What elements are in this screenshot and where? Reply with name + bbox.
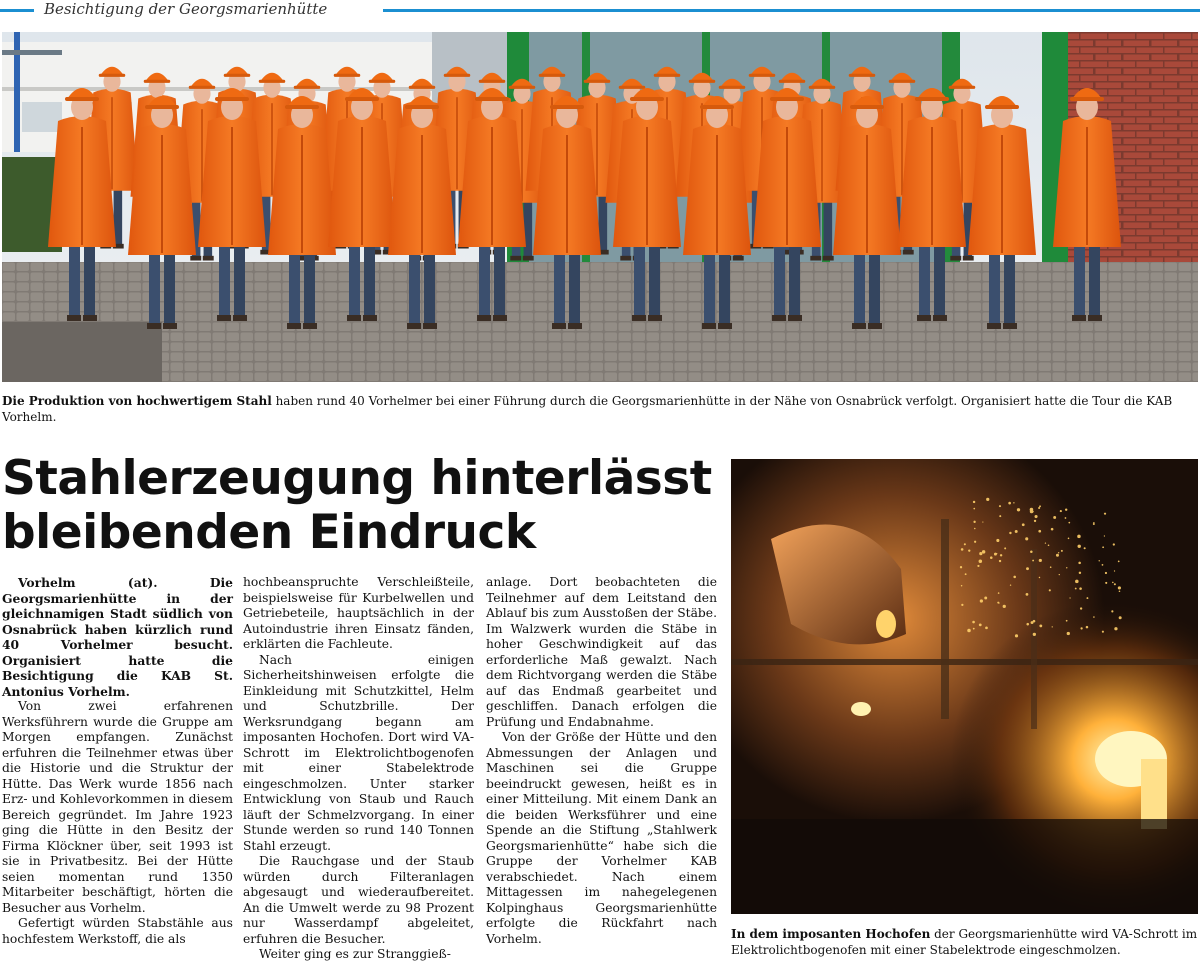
- article-paragraph: Weiter ging es zur Stranggieß-: [259, 947, 451, 961]
- headline-line-2: bleibenden Eindruck: [2, 505, 536, 560]
- article-paragraph: Von zwei erfahrenen Werksführern wurde die Gruppe am Morgen empfangen. Zunächst erfuhren die Teilnehmer etwas über die Historie und die Struktur der Hütte. Das Werk wurde 1856 nach Erz- und Kohlevorkommen in diesem Bereich gegründet. Im Jahre 1923 ging die Hütte in den Besitz der Firma Klöckner über, seit 1993 ist sie in Privatbesitz. Bei der Hütte seien momentan rund 1350 Mitarbeiter beschäftigt, hörten die Besucher aus Vorhelm.: [2, 699, 233, 915]
- article-column-3: [486, 575, 717, 947]
- section-header: [0, 0, 1200, 22]
- article-lead: Vorhelm (at). Die Georgsmarienhütte in der gleichnamigen Stadt südlich von Osnabrück haben kürzlich rund 40 Vorhelmer besucht. Organisiert hatte die Besichtigung die KAB St. Antonius Vorhelm.: [2, 575, 233, 699]
- article-paragraph: Nach einigen Sicherheitshinweisen erfolgte die Einkleidung mit Schutzkittel, Helm und Schutzbrille. Der Werksrundgang begann am imposanten Hochofen. Dort wird VA-Schrott im Elektrolichtbogenofen mit einer Stabelektrode eingeschmolzen. Unter starker Entwicklung von Staub und Rauch läuft der Schmelzvorgang. In einer Stunde werden so rund 140 Tonnen Stahl erzeugt.: [243, 652, 474, 853]
- article-column-2: [243, 575, 474, 961]
- header-rule-right: [383, 9, 1200, 12]
- headline-line-1: Stahlerzeugung hinterlässt: [2, 451, 712, 506]
- caption-lead: In dem imposanten Hochofen: [731, 927, 931, 941]
- group-photo: [2, 32, 1198, 382]
- article-paragraph: anlage. Dort beobachteten die Teilnehmer auf dem Leitstand den Ablauf bis zum Ausstoßen der Stäbe. Im Walzwerk wurden die Stäbe in hoher Geschwindigkeit auf das erforderliche Maß gewalzt. Nach dem Richtvorgang werden die Stäbe auf das Endmaß gearbeitet und geschliffen. Danach erfolgen die Prüfung und Endabnahme.: [486, 575, 717, 729]
- article-column-1: [2, 575, 233, 947]
- article-headline: [2, 452, 722, 560]
- section-title: Besichtigung der Georgsmarienhütte: [44, 0, 328, 18]
- caption-text: haben rund 40 Vorhelmer bei einer Führung durch die Georgsmarienhütte in der Nähe von Osnabrück verfolgt. Organisiert hatte die Tour die KAB Vorhelm.: [2, 394, 1173, 424]
- article-paragraph: hochbeanspruchte Verschleißteile, beispielsweise für Kurbelwellen und Getriebeteile, hauptsächlich in der Autoindustrie ihren Einsatz fänden, erklärten die Fachleute.: [243, 575, 474, 651]
- header-rule-left: [0, 9, 34, 12]
- article-paragraph: Die Rauchgase und der Staub würden durch Filteranlagen abgesaugt und wiederaufbereitet. An die Umwelt werde zu 98 Prozent nur Wasserdampf abgeleitet, erfuhren die Besucher.: [243, 854, 474, 946]
- article-paragraph: Gefertigt würden Stabstähle aus hochfestem Werkstoff, die als: [2, 916, 233, 946]
- caption-text: der Georgsmarienhütte wird VA-Schrott im Elektrolichtbogenofen mit einer Stabelektrode eingeschmolzen.: [731, 927, 1198, 957]
- caption-lead: Die Produktion von hochwertigem Stahl: [2, 394, 272, 408]
- article-paragraph: Von der Größe der Hütte und den Abmessungen der Anlagen und Maschinen sei die Gruppe beeindruckt gewesen, heißt es in einer Mitteilung. Mit einem Dank an die beiden Werksführer und eine Spende an die Stiftung „Stahlwerk Georgsmarienhütte“ habe sich die Gruppe der Vorhelmer KAB verabschiedet. Nach einem Mittagessen im nahegelegenen Kolpinghaus Georgsmarienhütte erfolgte die Rückfahrt nach Vorhelm.: [486, 730, 717, 946]
- furnace-photo-caption: [731, 926, 1198, 958]
- furnace-photo: [731, 459, 1198, 914]
- cobblestone-ground: [2, 262, 1198, 382]
- group-photo-caption: [2, 393, 1198, 425]
